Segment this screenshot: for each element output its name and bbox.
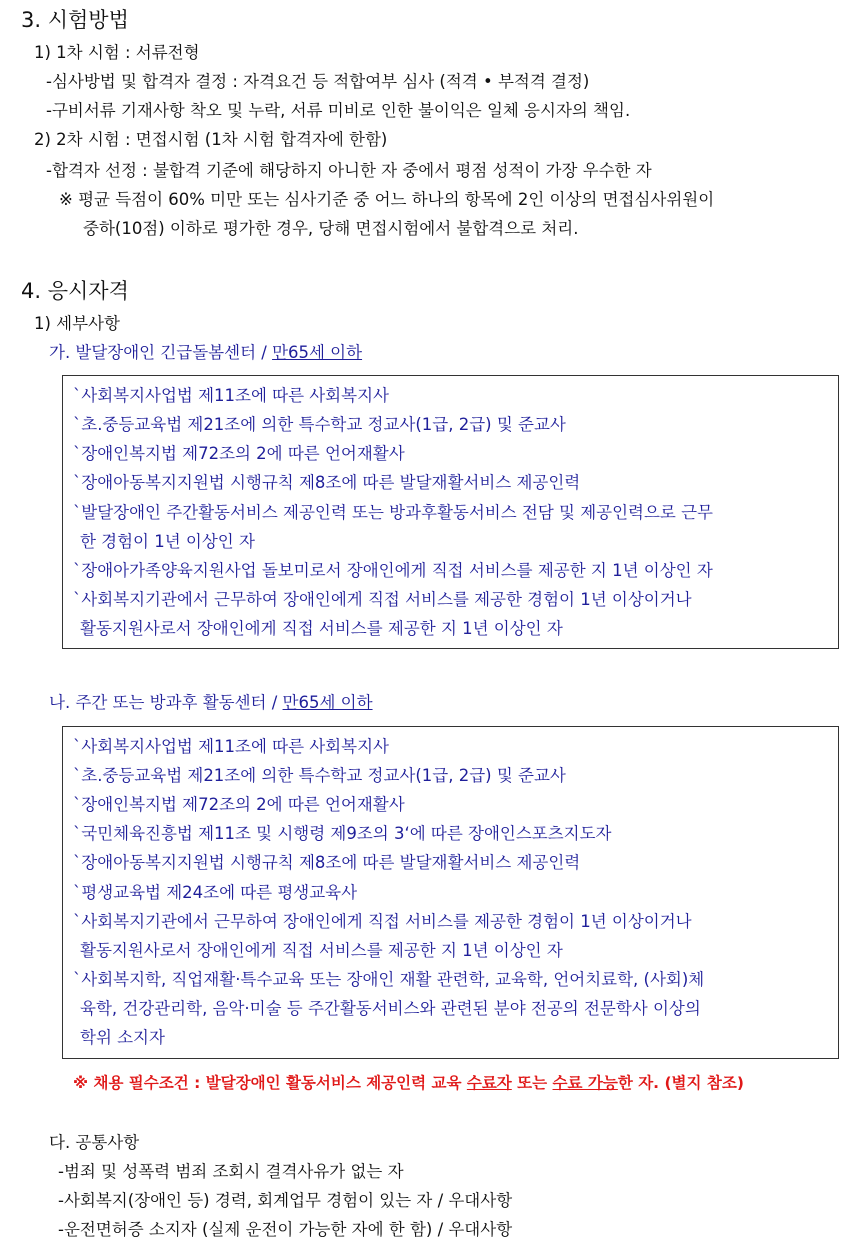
round1-title: 1) 1차 시험 : 서류전형 xyxy=(34,43,200,62)
requirement-prefix: ※ 채용 필수조건 : 발달장애인 활동서비스 제공인력 교육 xyxy=(73,1074,467,1092)
common-requirement-line: -범죄 및 성폭력 범죄 조회시 결격사유가 없는 자 xyxy=(58,1162,404,1181)
requirement-completed: 수료자 xyxy=(466,1074,512,1092)
qualification-line: `발달장애인 주간활동서비스 제공인력 또는 방과후활동서비스 전담 및 제공인력으로 근무 xyxy=(73,503,713,522)
qualification-line: 학위 소지자 xyxy=(80,1028,165,1047)
qualification-line: 육학, 건강관리학, 음악·미술 등 주간활동서비스와 관련된 분야 전공의 전문학사 이상의 xyxy=(80,999,701,1018)
qualification-line: `사회복지학, 직업재활·특수교육 또는 장애인 재활 관련학, 교육학, 언어치료학, (사회)체 xyxy=(73,970,705,989)
round1-item: -구비서류 기재사항 착오 및 누락, 서류 미비로 인한 불이익은 일체 응시자의 책임. xyxy=(46,101,631,120)
da-category-title: 다. 공통사항 xyxy=(49,1133,140,1152)
requirement-mid: 또는 xyxy=(511,1074,553,1092)
na-qualifications-box xyxy=(62,726,839,1059)
ga-category-title xyxy=(49,342,362,364)
qualification-line: `장애인복지법 제72조의 2에 따른 언어재활사 xyxy=(73,795,405,814)
ga-qualifications-box xyxy=(62,375,839,649)
fail-note-line: 중하(10점) 이하로 평가한 경우, 당해 면접시험에서 불합격으로 처리. xyxy=(83,219,579,238)
round2-title: 2) 2차 시험 : 면접시험 (1차 시험 합격자에 한함) xyxy=(34,130,388,149)
qualification-line: `국민체육진흥법 제11조 및 시행령 제9조의 3‘에 따른 장애인스포츠지도자 xyxy=(73,824,612,843)
qualification-line: `평생교육법 제24조에 따른 평생교육사 xyxy=(73,883,358,902)
round1-item: -심사방법 및 합격자 결정 : 자격요건 등 적합여부 심사 (적격 • 부적격 결정) xyxy=(46,72,590,91)
na-category-title xyxy=(49,692,373,714)
common-requirement-line: -운전면허증 소지자 (실제 운전이 가능한 자에 한 함) / 우대사항 xyxy=(58,1220,513,1239)
common-requirement-line: -사회복지(장애인 등) 경력, 회계업무 경험이 있는 자 / 우대사항 xyxy=(58,1191,513,1210)
na-title-text: 나. 주간 또는 방과후 활동센터 / xyxy=(49,693,283,712)
qualification-line: 한 경험이 1년 이상인 자 xyxy=(80,532,255,551)
qualification-line: `장애인복지법 제72조의 2에 따른 언어재활사 xyxy=(73,444,405,463)
fail-note-line: ※ 평균 득점이 60% 미만 또는 심사기준 중 어느 하나의 항목에 2인 이상의 면접심사위원이 xyxy=(59,190,715,209)
qualification-line: `초.중등교육법 제21조에 의한 특수학교 정교사(1급, 2급) 및 준교사 xyxy=(73,415,566,434)
qualification-line: 활동지원사로서 장애인에게 직접 서비스를 제공한 지 1년 이상인 자 xyxy=(80,941,563,960)
na-age-limit: 만65세 이하 xyxy=(282,693,373,712)
section-4-heading: 4. 응시자격 xyxy=(21,279,129,303)
qualification-line: `장애아동복지지원법 시행규칙 제8조에 따른 발달재활서비스 제공인력 xyxy=(73,853,581,872)
details-subheading: 1) 세부사항 xyxy=(34,314,120,333)
section-3-heading: 3. 시험방법 xyxy=(21,8,129,32)
qualification-line: `사회복지사업법 제11조에 따른 사회복지사 xyxy=(73,386,389,405)
qualification-line: `장애아가족양육지원사업 돌보미로서 장애인에게 직접 서비스를 제공한 지 1년 이상인 자 xyxy=(73,561,713,580)
requirement-possible: 수료 가능 xyxy=(552,1074,618,1092)
ga-age-limit: 만65세 이하 xyxy=(272,343,363,362)
qualification-line: `초.중등교육법 제21조에 의한 특수학교 정교사(1급, 2급) 및 준교사 xyxy=(73,766,566,785)
qualification-line: `장애아동복지지원법 시행규칙 제8조에 따른 발달재활서비스 제공인력 xyxy=(73,473,581,492)
qualification-line: 활동지원사로서 장애인에게 직접 서비스를 제공한 지 1년 이상인 자 xyxy=(80,619,563,638)
qualification-line: `사회복지기관에서 근무하여 장애인에게 직접 서비스를 제공한 경험이 1년 이상이거나 xyxy=(73,590,692,609)
requirement-suffix: 한 자. (별지 참조) xyxy=(617,1074,744,1092)
round2-item: -합격자 선정 : 불합격 기준에 해당하지 아니한 자 중에서 평점 성적이 가장 우수한 자 xyxy=(46,161,652,180)
mandatory-requirement-note xyxy=(73,1072,744,1094)
ga-title-text: 가. 발달장애인 긴급돌봄센터 / xyxy=(49,343,273,362)
qualification-line: `사회복지기관에서 근무하여 장애인에게 직접 서비스를 제공한 경험이 1년 이상이거나 xyxy=(73,912,692,931)
qualification-line: `사회복지사업법 제11조에 따른 사회복지사 xyxy=(73,737,389,756)
